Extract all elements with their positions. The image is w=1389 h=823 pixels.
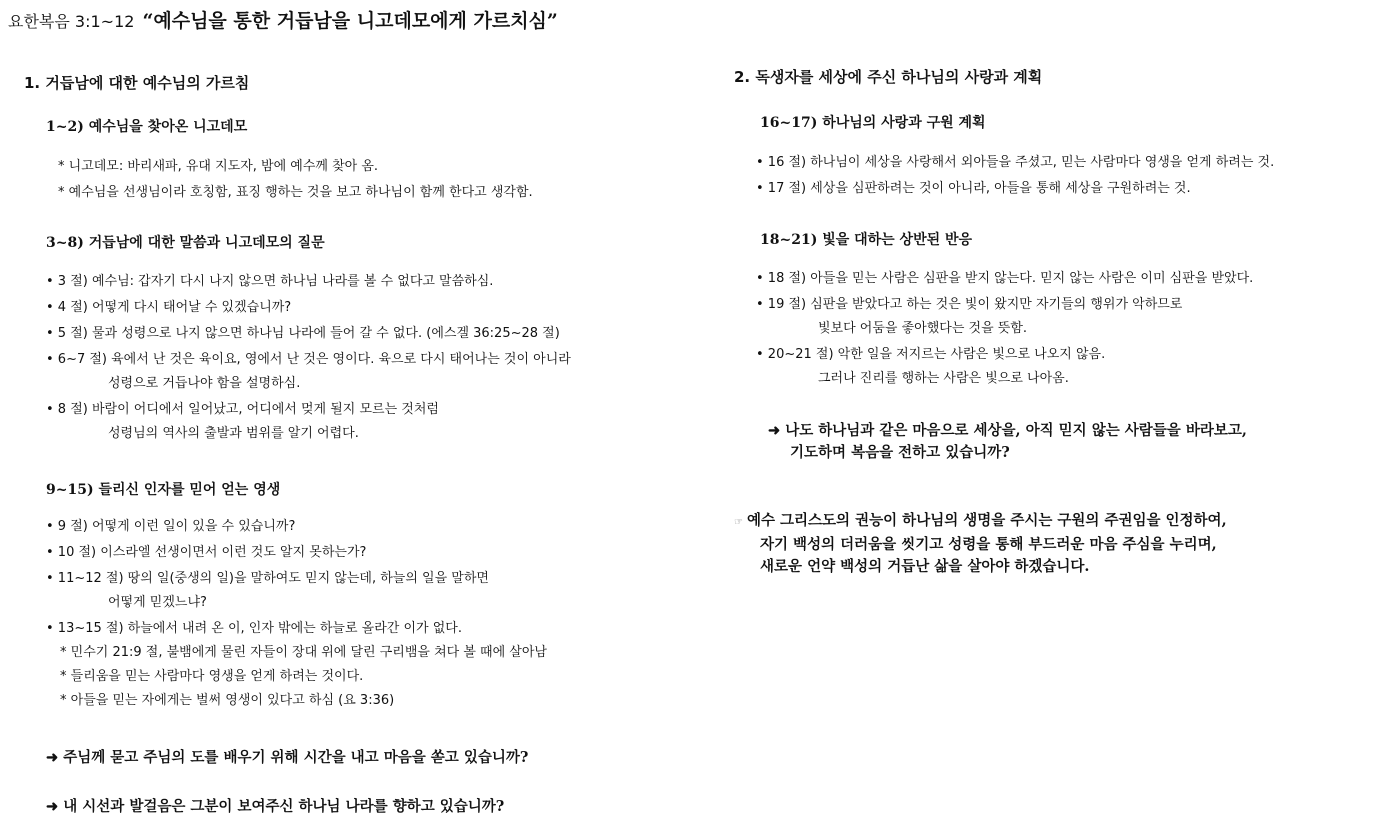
section-4-title: 16~17) 하나님의 사랑과 구원 계획 (760, 115, 986, 131)
section-4-body (756, 154, 1274, 198)
list-item: • 8 절) 바람이 어디에서 일어났고, 어디에서 멎게 될지 모르는 것처럼 (46, 402, 439, 417)
list-item: • 10 절) 이스라엘 선생이면서 이런 것도 알지 못하는가? (46, 545, 367, 560)
conclusion-line: 새로운 언약 백성의 거듭난 삶을 살아야 하겠습니다. (760, 558, 1090, 575)
list-item-continuation: 그러나 진리를 행하는 사람은 빛으로 나아옴. (818, 371, 1069, 386)
list-item: • 16 절) 하나님이 세상을 사랑해서 외아들을 주셨고, 믿는 사람마다 영생을 얻게 하려는 것. (756, 155, 1275, 170)
list-item-continuation: 성령으로 거듭나야 함을 설명하심. (108, 376, 301, 391)
list-item: • 3 절) 예수님: 갑자기 다시 나지 않으면 하나님 나라를 볼 수 없다고 말씀하심. (46, 274, 494, 289)
section-2-title: 3~8) 거듭남에 대한 말씀과 니고데모의 질문 (46, 235, 325, 251)
page-title (8, 6, 558, 33)
list-item-note: * 들리움을 믿는 사람마다 영생을 얻게 하려는 것이다. (60, 669, 364, 684)
list-item-note: * 아들을 믿는 자에게는 벌써 영생이 있다고 하심 (요 3:36) (60, 693, 395, 708)
section-2-body (46, 273, 571, 443)
section-5-title: 18~21) 빛을 대하는 상반된 반응 (760, 232, 973, 248)
list-item: • 18 절) 아들을 믿는 사람은 심판을 받지 않는다. 믿지 않는 사람은 이미 심판을 받았다. (756, 271, 1254, 286)
list-item: • 17 절) 세상을 심판하려는 것이 아니라, 아들을 통해 세상을 구원하려는 것. (756, 181, 1191, 196)
section-3-body (46, 518, 547, 710)
list-item-continuation: 어떻게 믿겠느냐? (108, 595, 207, 610)
list-item: • 5 절) 물과 성령으로 나지 않으면 하나님 나라에 들어 갈 수 없다. (에스겔 36:25~28 절) (46, 326, 560, 341)
list-item: • 13~15 절) 하늘에서 내려 온 이, 인자 밖에는 하늘로 올라간 이가 없다. (46, 621, 462, 636)
reflection-question-3 (768, 420, 1247, 464)
section-1-body (58, 158, 533, 202)
left-heading: 1. 거듭남에 대한 예수님의 가르침 (24, 74, 250, 92)
list-item-continuation: 성령님의 역사의 출발과 범위를 알기 어렵다. (108, 426, 359, 441)
list-item: * 니고데모: 바리새파, 유대 지도자, 밤에 예수께 찾아 옴. (58, 159, 379, 174)
list-item: • 19 절) 심판을 받았다고 하는 것은 빛이 왔지만 자기들의 행위가 악하므로 (756, 297, 1183, 312)
reflection-question-2: ➜ 내 시선과 발걸음은 그분이 보여주신 하나님 나라를 향하고 있습니까? (46, 798, 505, 815)
section-3-title: 9~15) 들리신 인자를 믿어 얻는 영생 (46, 482, 281, 498)
list-item: • 4 절) 어떻게 다시 태어날 수 있겠습니까? (46, 300, 292, 315)
right-heading: 2. 독생자를 세상에 주신 하나님의 사랑과 계획 (734, 68, 1043, 86)
list-item-note: * 민수기 21:9 절, 불뱀에게 물린 자들이 장대 위에 달린 구리뱀을 쳐다 볼 때에 살아남 (60, 645, 547, 660)
scripture-reference: 요한복음 3:1~12 (8, 12, 135, 31)
sermon-title: “예수님을 통한 거듭남을 니고데모에게 가르치심” (142, 10, 558, 32)
pointing-hand-icon: ☞ (734, 517, 743, 528)
conclusion (734, 510, 1227, 578)
list-item: * 예수님을 선생님이라 호칭함, 표징 행하는 것을 보고 하나님이 함께 한다고 생각함. (58, 185, 533, 200)
conclusion-line: 예수 그리스도의 권능이 하나님의 생명을 주시는 구원의 주권임을 인정하여, (746, 512, 1227, 529)
conclusion-line: 자기 백성의 더러움을 씻기고 성령을 통해 부드러운 마음 주심을 누리며, (760, 536, 1217, 553)
list-item-continuation: 빛보다 어둠을 좋아했다는 것을 뜻함. (818, 321, 1028, 336)
section-1-title: 1~2) 예수님을 찾아온 니고데모 (46, 119, 248, 135)
section-5-body (756, 270, 1253, 388)
list-item: • 9 절) 어떻게 이런 일이 있을 수 있습니까? (46, 519, 296, 534)
list-item: • 11~12 절) 땅의 일(중생의 일)을 말하여도 믿지 않는데, 하늘의 일을 말하면 (46, 571, 489, 586)
list-item: • 6~7 절) 육에서 난 것은 육이요, 영에서 난 것은 영이다. 육으로 다시 태어나는 것이 아니라 (46, 352, 571, 367)
list-item: • 20~21 절) 악한 일을 저지르는 사람은 빛으로 나오지 않음. (756, 347, 1106, 362)
reflection-question-3-line1: ➜ 나도 하나님과 같은 마음으로 세상을, 아직 믿지 않는 사람들을 바라보고, (768, 422, 1247, 439)
reflection-question-1: ➜ 주님께 묻고 주님의 도를 배우기 위해 시간을 내고 마음을 쏟고 있습니까? (46, 749, 529, 766)
reflection-question-3-line2: 기도하며 복음을 전하고 있습니까? (790, 444, 1010, 461)
